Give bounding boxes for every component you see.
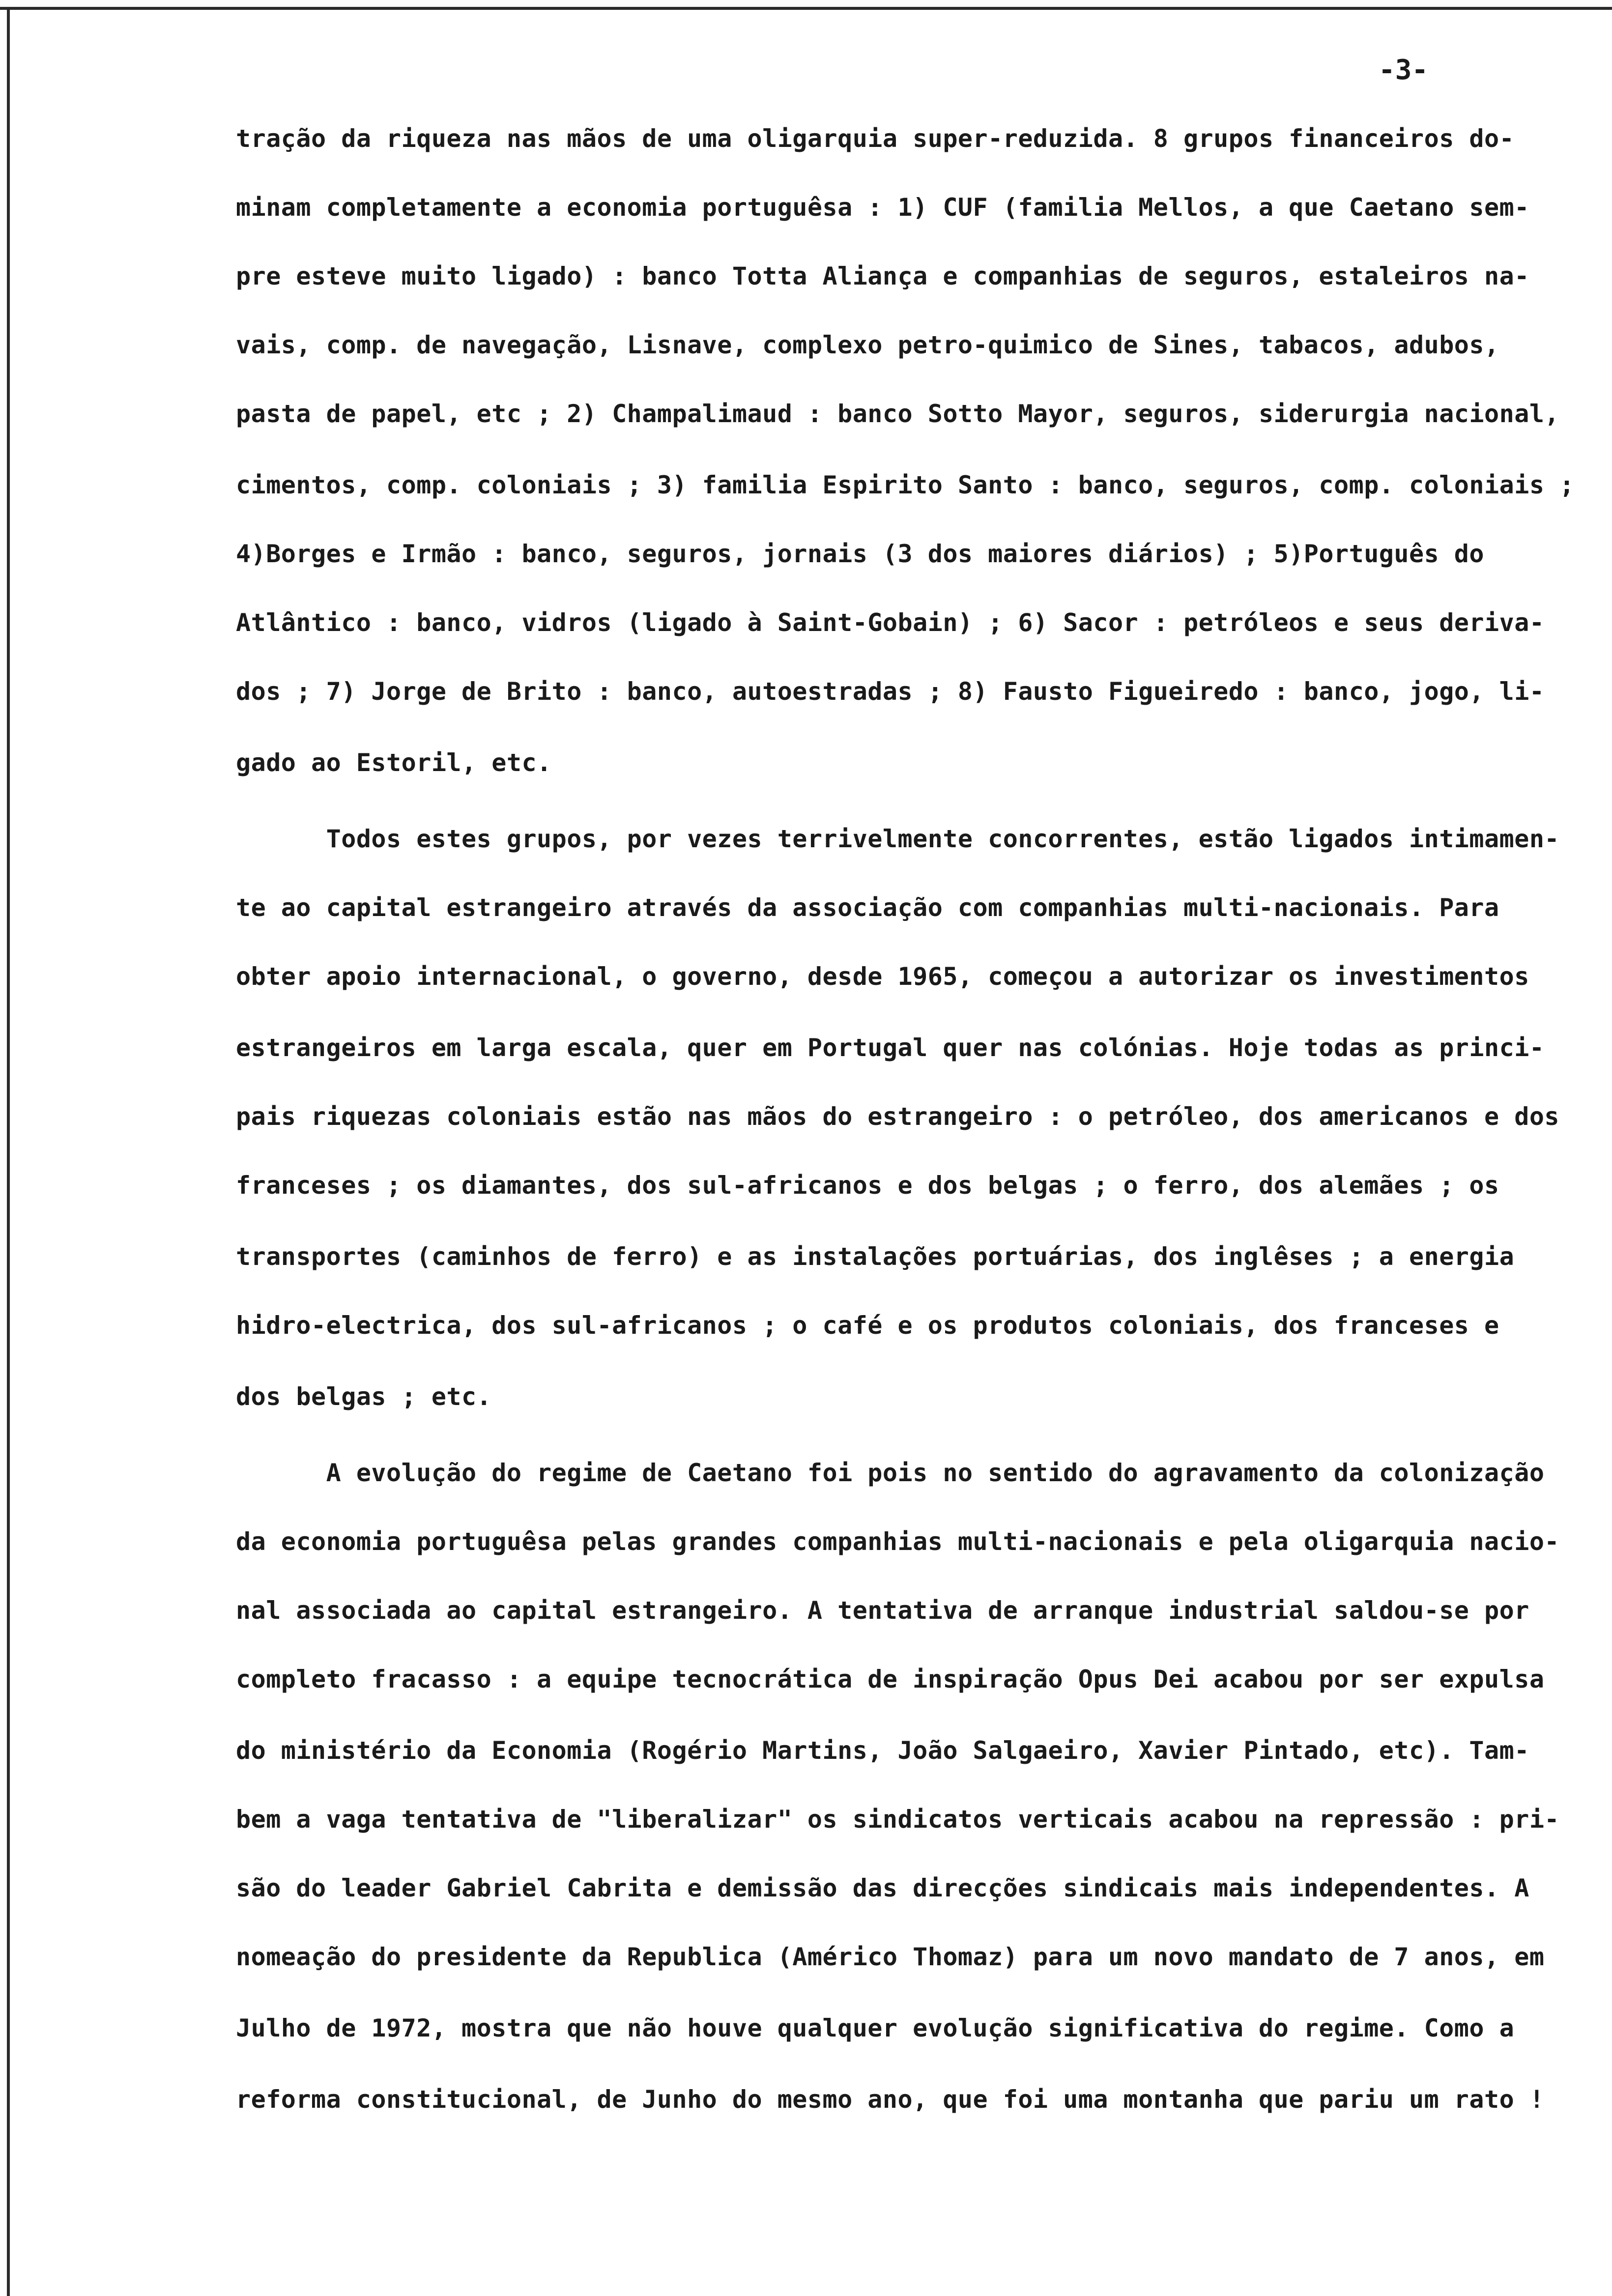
text-line: do ministério da Economia (Rogério Martins, João Salgaeiro, Xavier Pintado, etc). Tam-: [236, 1736, 1529, 1765]
text-line: Atlântico : banco, vidros (ligado à Saint-Gobain) ; 6) Sacor : petróleos e seus deriva-: [236, 608, 1545, 637]
text-line: cimentos, comp. coloniais ; 3) familia Espirito Santo : banco, seguros, comp. coloniais ;: [236, 471, 1575, 499]
text-line: dos belgas ; etc.: [236, 1382, 492, 1411]
text-line: estrangeiros em larga escala, quer em Portugal quer nas colónias. Hoje todas as princi-: [236, 1033, 1545, 1062]
text-line: tração da riqueza nas mãos de uma oligarquia super-reduzida. 8 grupos financeiros do-: [236, 124, 1515, 153]
text-line: da economia portuguêsa pelas grandes companhias multi-nacionais e pela oligarquia nacio-: [236, 1527, 1560, 1556]
text-line: hidro-electrica, dos sul-africanos ; o café e os produtos coloniais, dos franceses e: [236, 1311, 1499, 1340]
text-line: vais, comp. de navegação, Lisnave, complexo petro-quimico de Sines, tabacos, adubos,: [236, 331, 1499, 359]
text-line: nal associada ao capital estrangeiro. A tentativa de arranque industrial saldou-se por: [236, 1596, 1529, 1625]
page-number: -3-: [1379, 54, 1429, 86]
text-line: completo fracasso : a equipe tecnocrática de inspiração Opus Dei acabou por ser expulsa: [236, 1665, 1545, 1693]
text-line: dos ; 7) Jorge de Brito : banco, autoestradas ; 8) Fausto Figueiredo : banco, jogo, li-: [236, 677, 1545, 706]
text-line: reforma constitucional, de Junho do mesmo ano, que foi uma montanha que pariu um rato !: [236, 2085, 1545, 2114]
text-line: pais riquezas coloniais estão nas mãos do estrangeiro : o petróleo, dos americanos e dos: [236, 1102, 1560, 1131]
text-line: Julho de 1972, mostra que não houve qualquer evolução significativa do regime. Como a: [236, 2014, 1515, 2042]
text-line: pasta de papel, etc ; 2) Champalimaud : banco Sotto Mayor, seguros, siderurgia nacional,: [236, 400, 1560, 428]
text-line: 4)Borges e Irmão : banco, seguros, jornais (3 dos maiores diários) ; 5)Português do: [236, 540, 1485, 568]
text-line: obter apoio internacional, o governo, desde 1965, começou a autorizar os investimentos: [236, 962, 1529, 991]
text-line: gado ao Estoril, etc.: [236, 748, 552, 777]
text-line: A evolução do regime de Caetano foi pois no sentido do agravamento da colonização: [236, 1459, 1545, 1487]
text-line: franceses ; os diamantes, dos sul-africanos e dos belgas ; o ferro, dos alemães ; os: [236, 1171, 1499, 1200]
text-line: pre esteve muito ligado) : banco Totta Aliança e companhias de seguros, estaleiros na-: [236, 262, 1529, 290]
text-line: minam completamente a economia portuguêsa : 1) CUF (familia Mellos, a que Caetano sem-: [236, 193, 1529, 222]
scan-edge-left: [7, 7, 10, 2296]
text-line: nomeação do presidente da Republica (Américo Thomaz) para um novo mandato de 7 anos, em: [236, 1943, 1545, 1971]
text-line: Todos estes grupos, por vezes terrivelmente concorrentes, estão ligados intimamen-: [236, 825, 1560, 853]
scan-edge-top: [0, 7, 1612, 10]
text-line: bem a vaga tentativa de "liberalizar" os sindicatos verticais acabou na repressão : pri-: [236, 1805, 1560, 1834]
text-line: te ao capital estrangeiro através da associação com companhias multi-nacionais. Para: [236, 893, 1499, 922]
text-line: transportes (caminhos de ferro) e as instalações portuárias, dos inglêses ; a energia: [236, 1242, 1515, 1271]
text-line: são do leader Gabriel Cabrita e demissão das direcções sindicais mais independentes. A: [236, 1874, 1529, 1902]
